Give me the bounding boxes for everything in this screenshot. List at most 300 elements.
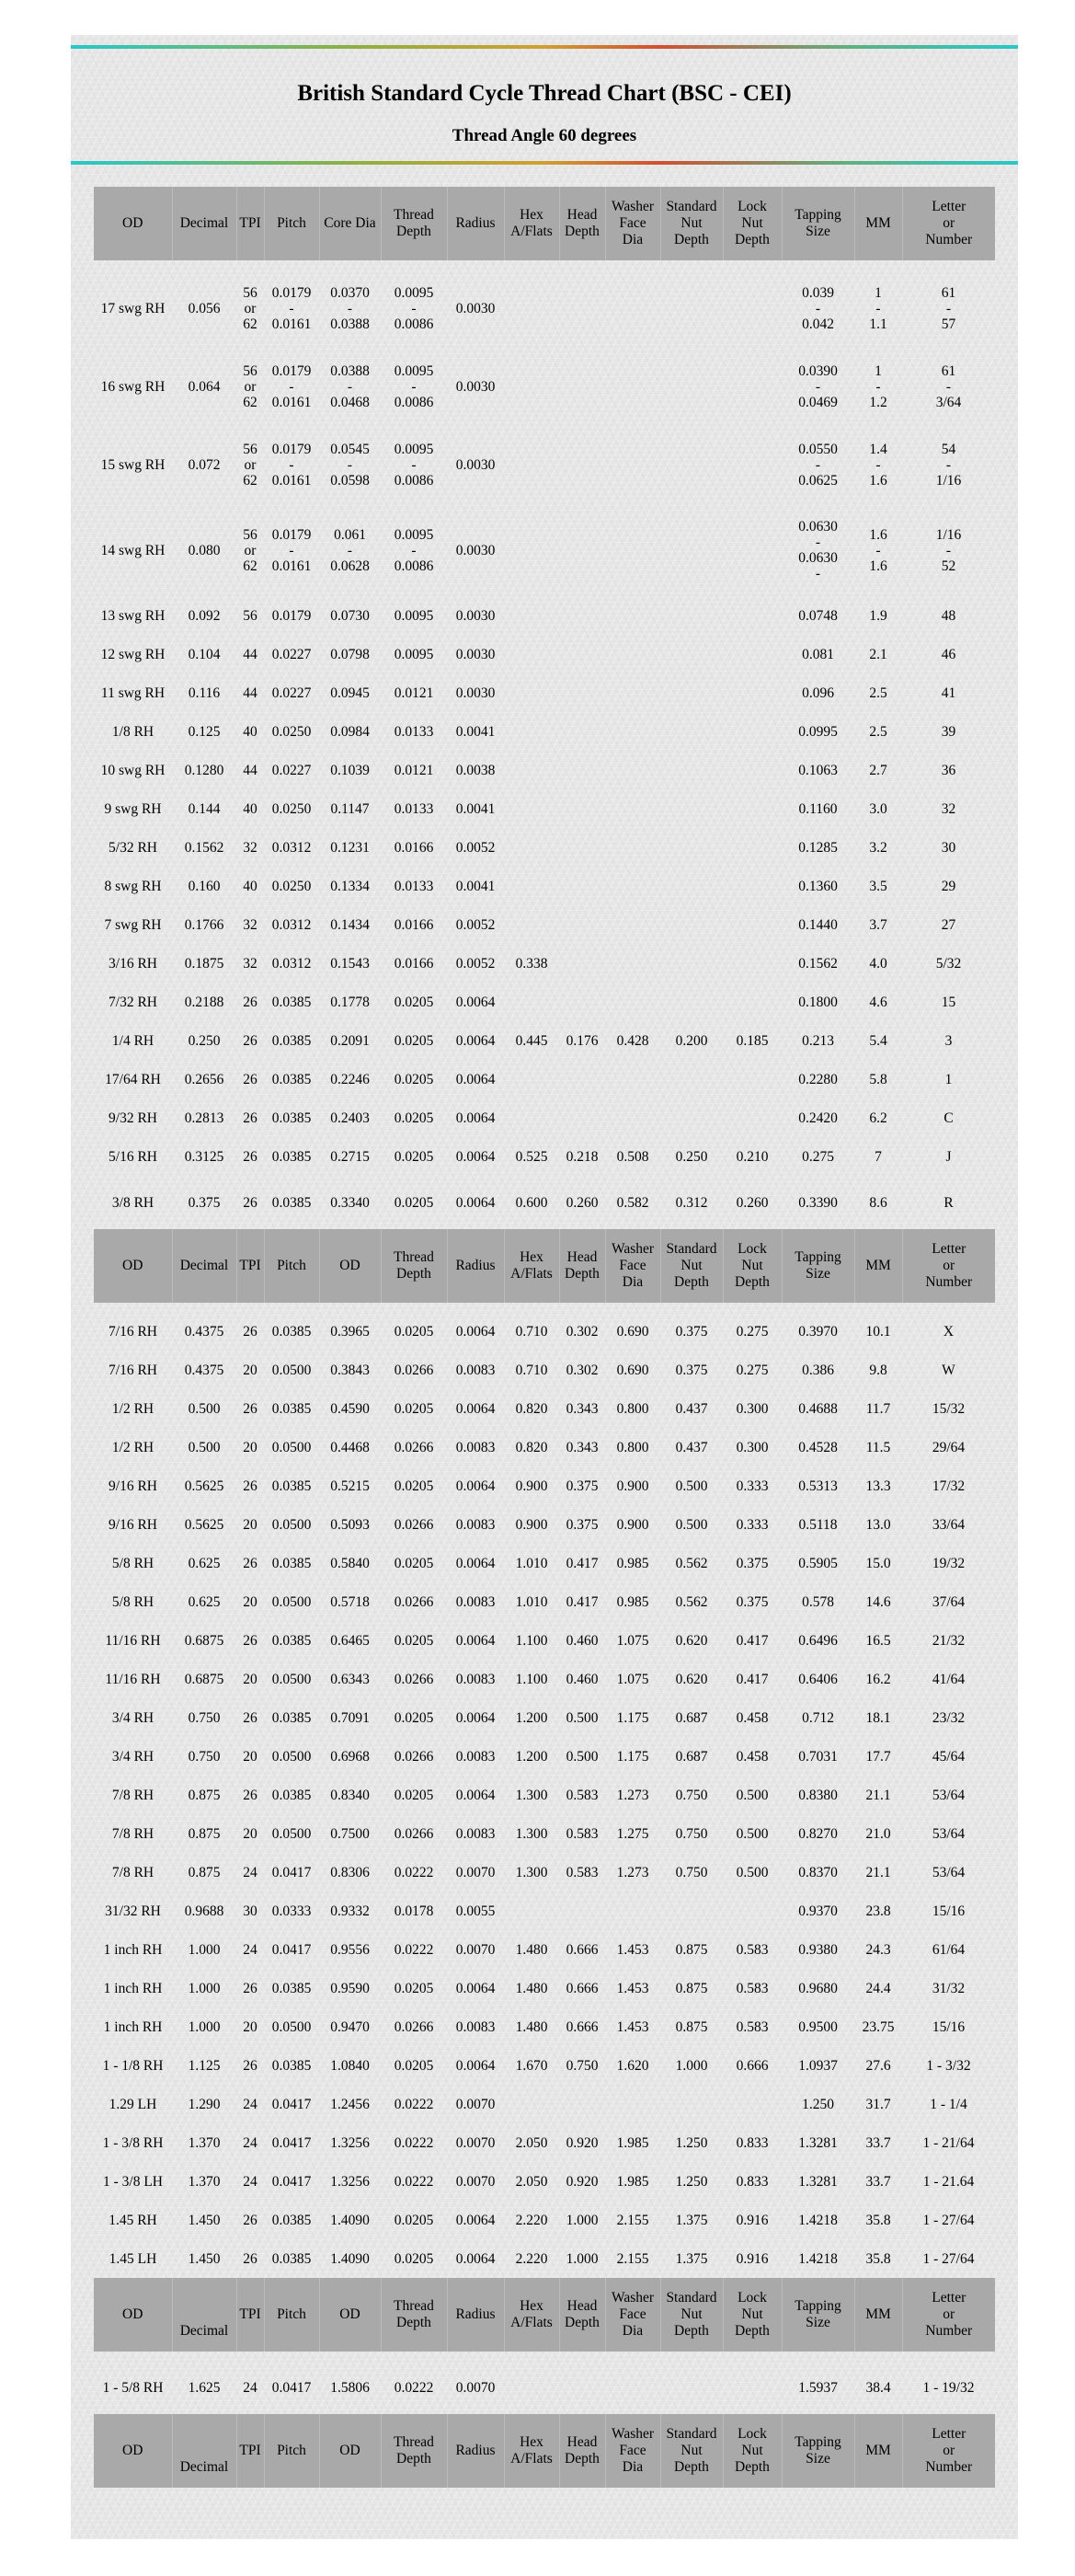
cell-letter-or-number: 29 [941, 878, 956, 894]
cell-lock-nut-depth: 0.458 [736, 1709, 769, 1726]
cell-tpi: 26 [243, 1555, 257, 1571]
cell-core-dia: 0.5840 [330, 1555, 370, 1571]
cell-od: 7/32 RH [109, 994, 157, 1010]
table-row [94, 2085, 995, 2123]
cell-tapping-size: 0.1562 [798, 955, 838, 972]
cell-lock-nut-depth [723, 2085, 782, 2123]
cell-mm: 13.3 [865, 1478, 891, 1494]
header-pitch: Pitch [264, 187, 319, 260]
cell-od: 10 swg RH [100, 762, 166, 778]
cell-core-dia: 1.4090 [330, 2250, 370, 2267]
cell-standard-nut-depth: 0.312 [675, 1194, 708, 1211]
cell-pitch: 0.0500 [271, 1593, 312, 1610]
cell-mm: 7 [875, 1148, 882, 1165]
cell-hex-aflats: 0.820 [515, 1400, 548, 1417]
cell-radius: 0.0070 [455, 2096, 496, 2112]
cell-head-depth: 0.343 [566, 1439, 599, 1455]
cell-standard-nut-depth [660, 944, 723, 983]
cell-tpi: 44 [243, 762, 257, 778]
cell-lock-nut-depth: 0.916 [736, 2212, 769, 2228]
cell-lock-nut-depth: 0.417 [736, 1671, 769, 1687]
cell-decimal: 0.6875 [184, 1632, 224, 1649]
cell-washer-face-dia: 0.800 [616, 1439, 649, 1455]
cell-core-dia: 0.5093 [330, 1516, 370, 1533]
cell-mm: 1.6 - 1.6 [869, 526, 887, 574]
cell-tpi: 26 [243, 1478, 257, 1494]
cell-core-dia: 1.5806 [330, 2379, 370, 2396]
cell-head-depth [559, 1892, 605, 1930]
cell-thread-depth: 0.0205 [394, 2212, 434, 2228]
cell-pitch: 0.0385 [271, 1478, 312, 1494]
table-row [94, 2361, 995, 2414]
cell-thread-depth: 0.0222 [394, 1864, 434, 1880]
cell-tpi: 26 [243, 1980, 257, 1996]
header-od: OD [94, 2278, 172, 2352]
cell-tpi: 56 or 62 [243, 526, 257, 574]
cell-mm: 16.5 [865, 1632, 891, 1649]
table-row [94, 751, 995, 789]
cell-washer-face-dia: 0.900 [616, 1478, 649, 1494]
cell-head-depth: 1.000 [566, 2250, 599, 2267]
header-radius: Radius [447, 2278, 504, 2352]
header-tapping-size: Tapping Size [782, 187, 854, 260]
cell-tpi: 26 [243, 994, 257, 1010]
cell-washer-face-dia: 1.075 [616, 1632, 649, 1649]
cell-pitch: 0.0227 [271, 646, 312, 662]
cell-hex-aflats: 0.710 [515, 1362, 548, 1378]
cell-tapping-size: 0.5118 [798, 1516, 838, 1533]
cell-standard-nut-depth [660, 751, 723, 789]
cell-head-depth: 0.302 [566, 1362, 599, 1378]
cell-head-depth [559, 270, 605, 348]
header-radius: Radius [447, 1229, 504, 1303]
table-row [94, 270, 995, 348]
cell-core-dia: 0.8340 [330, 1787, 370, 1803]
cell-radius: 0.0055 [455, 1903, 496, 1919]
cell-pitch: 0.0417 [271, 2379, 312, 2396]
cell-mm: 8.6 [869, 1194, 887, 1211]
cell-washer-face-dia: 1.453 [616, 1980, 649, 1996]
cell-lock-nut-depth: 0.300 [736, 1439, 769, 1455]
cell-thread-depth: 0.0205 [394, 1555, 434, 1571]
cell-head-depth: 0.417 [566, 1593, 599, 1610]
cell-core-dia: 1.2456 [330, 2096, 370, 2112]
cell-pitch: 0.0227 [271, 762, 312, 778]
cell-mm: 33.7 [865, 2134, 891, 2151]
cell-od: 1 inch RH [103, 2018, 163, 2035]
cell-tpi: 24 [243, 2173, 257, 2190]
header-letter-or-number: Letter or Number [902, 2414, 995, 2488]
cell-od: 1 - 1/8 RH [102, 2057, 164, 2074]
cell-washer-face-dia [605, 1098, 660, 1137]
cell-tapping-size: 0.9680 [798, 1980, 838, 1996]
cell-tapping-size: 0.0995 [798, 723, 838, 740]
cell-head-depth [559, 1098, 605, 1137]
cell-lock-nut-depth: 0.417 [736, 1632, 769, 1649]
cell-thread-depth: 0.0222 [394, 2173, 434, 2190]
cell-thread-depth: 0.0133 [394, 723, 434, 740]
cell-core-dia: 0.8306 [330, 1864, 370, 1880]
cell-head-depth [559, 983, 605, 1021]
header-mm: MM [854, 1229, 902, 1303]
table-row [94, 1892, 995, 1930]
cell-radius: 0.0064 [455, 1400, 496, 1417]
cell-mm: 13.0 [865, 1516, 891, 1533]
cell-standard-nut-depth: 1.000 [675, 2057, 708, 2074]
cell-standard-nut-depth [660, 596, 723, 635]
cell-od: 14 swg RH [100, 542, 166, 558]
cell-lock-nut-depth: 0.583 [736, 1980, 769, 1996]
cell-lock-nut-depth [723, 270, 782, 348]
cell-head-depth: 1.000 [566, 2212, 599, 2228]
table-row [94, 2162, 995, 2201]
cell-hex-aflats: 1.670 [515, 2057, 548, 2074]
cell-washer-face-dia: 0.985 [616, 1555, 649, 1571]
cell-washer-face-dia [605, 426, 660, 504]
cell-mm: 21.0 [865, 1825, 891, 1842]
cell-pitch: 0.0385 [271, 2057, 312, 2074]
header-tapping-size: Tapping Size [782, 1229, 854, 1303]
cell-head-depth: 0.583 [566, 1825, 599, 1842]
cell-mm: 35.8 [865, 2250, 891, 2267]
cell-radius: 0.0030 [455, 607, 496, 624]
cell-head-depth: 0.500 [566, 1748, 599, 1765]
cell-washer-face-dia: 1.175 [616, 1748, 649, 1765]
table-row [94, 1176, 995, 1229]
cell-thread-depth: 0.0205 [394, 1194, 434, 1211]
cell-mm: 16.2 [865, 1671, 891, 1687]
cell-washer-face-dia [605, 2361, 660, 2414]
cell-tpi: 20 [243, 1593, 257, 1610]
cell-standard-nut-depth: 0.200 [675, 1032, 708, 1049]
cell-tpi: 24 [243, 1941, 257, 1958]
cell-radius: 0.0041 [455, 800, 496, 817]
cell-thread-depth: 0.0266 [394, 1439, 434, 1455]
cell-tapping-size: 0.5905 [798, 1555, 838, 1571]
cell-decimal: 0.625 [188, 1555, 221, 1571]
header-radius: Radius [447, 2414, 504, 2488]
cell-head-depth: 0.583 [566, 1864, 599, 1880]
cell-head-depth: 0.302 [566, 1323, 599, 1340]
cell-head-depth [559, 867, 605, 905]
cell-washer-face-dia [605, 2085, 660, 2123]
cell-washer-face-dia: 1.275 [616, 1825, 649, 1842]
cell-tapping-size: 0.0748 [798, 607, 838, 624]
cell-radius: 0.0064 [455, 1632, 496, 1649]
cell-od: 1.45 LH [109, 2250, 157, 2267]
cell-pitch: 0.0500 [271, 1516, 312, 1533]
cell-pitch: 0.0500 [271, 1439, 312, 1455]
cell-thread-depth: 0.0166 [394, 916, 434, 933]
cell-thread-depth: 0.0178 [394, 1903, 434, 1919]
cell-od: 5/8 RH [111, 1593, 154, 1610]
table-row [94, 348, 995, 426]
cell-pitch: 0.0312 [271, 916, 312, 933]
cell-core-dia: 0.3965 [330, 1323, 370, 1340]
cell-letter-or-number: 15/16 [932, 2018, 966, 2035]
cell-od: 1 - 3/8 LH [102, 2173, 163, 2190]
cell-tapping-size: 0.6496 [798, 1632, 838, 1649]
cell-hex-aflats: 0.338 [515, 955, 548, 972]
header-mm: MM [854, 187, 902, 260]
cell-thread-depth: 0.0166 [394, 955, 434, 972]
cell-standard-nut-depth [660, 1060, 723, 1098]
cell-core-dia: 0.0798 [330, 646, 370, 662]
header-hex-aflats: Hex A/Flats [504, 1229, 559, 1303]
page-subtitle: Thread Angle 60 degrees [452, 126, 637, 145]
cell-letter-or-number: W [942, 1362, 955, 1378]
cell-head-depth: 0.920 [566, 2134, 599, 2151]
cell-pitch: 0.0385 [271, 1071, 312, 1087]
cell-mm: 2.5 [869, 684, 887, 701]
cell-radius: 0.0064 [455, 2057, 496, 2074]
cell-decimal: 0.875 [188, 1825, 221, 1842]
cell-head-depth: 0.375 [566, 1516, 599, 1533]
cell-thread-depth: 0.0205 [394, 1980, 434, 1996]
cell-core-dia: 0.0984 [330, 723, 370, 740]
cell-hex-aflats: 1.300 [515, 1864, 548, 1880]
cell-od: 1/2 RH [111, 1439, 154, 1455]
cell-decimal: 0.500 [188, 1439, 221, 1455]
cell-tapping-size: 0.1800 [798, 994, 838, 1010]
cell-washer-face-dia: 1.620 [616, 2057, 649, 2074]
cell-od: 9/16 RH [109, 1478, 157, 1494]
cell-radius: 0.0030 [455, 379, 496, 395]
cell-mm: 6.2 [869, 1110, 887, 1126]
cell-mm: 9.8 [869, 1362, 887, 1378]
cell-tpi: 32 [243, 955, 257, 972]
cell-standard-nut-depth: 0.562 [675, 1555, 708, 1571]
header-hex-aflats: Hex A/Flats [504, 2414, 559, 2488]
cell-head-depth: 0.375 [566, 1478, 599, 1494]
cell-core-dia: 0.7091 [330, 1709, 370, 1726]
cell-washer-face-dia: 1.985 [616, 2173, 649, 2190]
table-row [94, 1776, 995, 1814]
cell-core-dia: 0.9332 [330, 1903, 370, 1919]
cell-hex-aflats [504, 270, 559, 348]
cell-core-dia: 0.1039 [330, 762, 370, 778]
cell-washer-face-dia [605, 983, 660, 1021]
cell-mm: 5.8 [869, 1071, 887, 1087]
cell-decimal: 0.4375 [184, 1362, 224, 1378]
cell-standard-nut-depth [660, 905, 723, 944]
cell-tpi: 30 [243, 1903, 257, 1919]
cell-thread-depth: 0.0205 [394, 2250, 434, 2267]
cell-pitch: 0.0312 [271, 839, 312, 856]
header-lock-nut-depth: Lock Nut Depth [723, 1229, 782, 1303]
header-washer-face-dia: Washer Face Dia [605, 2414, 660, 2488]
cell-tpi: 26 [243, 1632, 257, 1649]
cell-lock-nut-depth: 0.333 [736, 1478, 769, 1494]
cell-tapping-size: 0.1063 [798, 762, 838, 778]
cell-washer-face-dia [605, 789, 660, 828]
cell-od: 1 inch RH [103, 1980, 163, 1996]
cell-thread-depth: 0.0222 [394, 1941, 434, 1958]
cell-core-dia: 1.4090 [330, 2212, 370, 2228]
cell-pitch: 0.0179 - 0.0161 [271, 363, 312, 410]
cell-lock-nut-depth: 0.458 [736, 1748, 769, 1765]
cell-washer-face-dia: 1.453 [616, 2018, 649, 2035]
cell-mm: 1 - 1.1 [869, 285, 887, 332]
cell-hex-aflats: 0.900 [515, 1516, 548, 1533]
cell-washer-face-dia [605, 828, 660, 867]
cell-head-depth [559, 426, 605, 504]
cell-od: 5/8 RH [111, 1555, 154, 1571]
cell-pitch: 0.0417 [271, 2096, 312, 2112]
header-lock-nut-depth: Lock Nut Depth [723, 2278, 782, 2352]
table-row [94, 2239, 995, 2278]
cell-standard-nut-depth: 0.437 [675, 1400, 708, 1417]
header-tpi: TPI [236, 187, 264, 260]
cell-washer-face-dia [605, 348, 660, 426]
cell-mm: 1.9 [869, 607, 887, 624]
cell-core-dia: 0.4590 [330, 1400, 370, 1417]
cell-thread-depth: 0.0095 - 0.0086 [394, 363, 434, 410]
cell-lock-nut-depth [723, 635, 782, 673]
cell-lock-nut-depth [723, 426, 782, 504]
cell-od: 7/8 RH [111, 1864, 154, 1880]
cell-tapping-size: 0.386 [802, 1362, 834, 1378]
header-pitch: Pitch [264, 1229, 319, 1303]
cell-tapping-size: 0.1160 [798, 800, 838, 817]
cell-radius: 0.0083 [455, 1439, 496, 1455]
cell-od: 3/16 RH [109, 955, 157, 972]
cell-thread-depth: 0.0205 [394, 1110, 434, 1126]
cell-core-dia: 0.6968 [330, 1748, 370, 1765]
cell-core-dia: 0.9556 [330, 1941, 370, 1958]
cell-hex-aflats: 1.300 [515, 1825, 548, 1842]
cell-thread-depth: 0.0266 [394, 2018, 434, 2035]
header-core-dia: OD [319, 2414, 381, 2488]
cell-lock-nut-depth [723, 828, 782, 867]
header-letter-or-number: Letter or Number [902, 2278, 995, 2352]
cell-mm: 1.4 - 1.6 [869, 442, 887, 489]
cell-decimal: 1.290 [188, 2096, 221, 2112]
cell-lock-nut-depth: 0.275 [736, 1323, 769, 1340]
table-row [94, 426, 995, 504]
cell-letter-or-number: 15/16 [932, 1903, 966, 1919]
cell-lock-nut-depth: 0.333 [736, 1516, 769, 1533]
header-head-depth: Head Depth [559, 2278, 605, 2352]
cell-tapping-size: 0.9380 [798, 1941, 838, 1958]
table-row [94, 1660, 995, 1698]
cell-letter-or-number: 1 - 19/32 [922, 2379, 975, 2396]
cell-tpi: 40 [243, 723, 257, 740]
cell-washer-face-dia [605, 270, 660, 348]
cell-lock-nut-depth: 0.666 [736, 2057, 769, 2074]
cell-radius: 0.0030 [455, 301, 496, 316]
cell-standard-nut-depth: 0.875 [675, 2018, 708, 2035]
cell-letter-or-number: 5/32 [935, 955, 962, 972]
header-washer-face-dia: Washer Face Dia [605, 2278, 660, 2352]
cell-core-dia: 0.0545 - 0.0598 [330, 442, 370, 489]
cell-od: 1.45 RH [109, 2212, 157, 2228]
cell-tpi: 44 [243, 646, 257, 662]
cell-thread-depth: 0.0205 [394, 1032, 434, 1049]
header-lock-nut-depth: Lock Nut Depth [723, 187, 782, 260]
cell-od: 1/2 RH [111, 1400, 154, 1417]
table-row [94, 2046, 995, 2085]
cell-tpi: 20 [243, 1439, 257, 1455]
table-row [94, 1544, 995, 1582]
cell-tpi: 26 [243, 1148, 257, 1165]
cell-head-depth: 0.417 [566, 1555, 599, 1571]
cell-pitch: 0.0312 [271, 955, 312, 972]
cell-tapping-size: 0.275 [802, 1148, 834, 1165]
cell-pitch: 0.0179 - 0.0161 [271, 442, 312, 489]
cell-hex-aflats: 1.100 [515, 1671, 548, 1687]
header-core-dia: OD [319, 1229, 381, 1303]
cell-lock-nut-depth [723, 789, 782, 828]
cell-hex-aflats [504, 504, 559, 596]
cell-od: 1/8 RH [111, 723, 154, 740]
cell-decimal: 0.2813 [184, 1110, 224, 1126]
cell-core-dia: 0.1778 [330, 994, 370, 1010]
cell-standard-nut-depth [660, 983, 723, 1021]
cell-thread-depth: 0.0222 [394, 2096, 434, 2112]
cell-od: 7/16 RH [109, 1362, 157, 1378]
cell-washer-face-dia: 0.985 [616, 1593, 649, 1610]
cell-head-depth: 0.666 [566, 1980, 599, 1996]
cell-pitch: 0.0385 [271, 1110, 312, 1126]
cell-mm: 17.7 [865, 1748, 891, 1765]
cell-decimal: 0.1562 [184, 839, 224, 856]
cell-decimal: 1.450 [188, 2250, 221, 2267]
cell-pitch: 0.0385 [271, 1032, 312, 1049]
cell-radius: 0.0064 [455, 1194, 496, 1211]
cell-thread-depth: 0.0266 [394, 1516, 434, 1533]
cell-pitch: 0.0385 [271, 2250, 312, 2267]
cell-hex-aflats: 1.480 [515, 1941, 548, 1958]
header-head-depth: Head Depth [559, 2414, 605, 2488]
cell-standard-nut-depth [660, 867, 723, 905]
cell-hex-aflats [504, 828, 559, 867]
cell-tapping-size: 1.250 [802, 2096, 834, 2112]
cell-head-depth: 0.583 [566, 1787, 599, 1803]
table-row [94, 828, 995, 867]
cell-letter-or-number: 61 - 57 [941, 285, 956, 332]
cell-hex-aflats [504, 348, 559, 426]
cell-tapping-size: 0.8370 [798, 1864, 838, 1880]
cell-hex-aflats: 1.100 [515, 1632, 548, 1649]
cell-core-dia: 0.1434 [330, 916, 370, 933]
cell-core-dia: 0.0945 [330, 684, 370, 701]
header-letter-or-number: Letter or Number [902, 187, 995, 260]
cell-radius: 0.0030 [455, 684, 496, 701]
cell-mm: 14.6 [865, 1593, 891, 1610]
cell-mm: 10.1 [865, 1323, 891, 1340]
cell-hex-aflats: 1.480 [515, 1980, 548, 1996]
cell-pitch: 0.0385 [271, 1148, 312, 1165]
cell-washer-face-dia [605, 1892, 660, 1930]
cell-od: 3/8 RH [111, 1194, 154, 1211]
table-row [94, 1814, 995, 1853]
cell-hex-aflats: 1.010 [515, 1593, 548, 1610]
cell-tpi: 26 [243, 1110, 257, 1126]
cell-lock-nut-depth: 0.833 [736, 2134, 769, 2151]
cell-head-depth [559, 828, 605, 867]
cell-tpi: 32 [243, 916, 257, 933]
cell-thread-depth: 0.0095 - 0.0086 [394, 442, 434, 489]
cell-tpi: 20 [243, 1748, 257, 1765]
cell-tpi: 32 [243, 839, 257, 856]
cell-thread-depth: 0.0205 [394, 1787, 434, 1803]
cell-radius: 0.0052 [455, 916, 496, 933]
cell-mm: 35.8 [865, 2212, 891, 2228]
header-row [94, 2278, 995, 2352]
cell-tapping-size: 0.1360 [798, 878, 838, 894]
cell-hex-aflats [504, 1060, 559, 1098]
